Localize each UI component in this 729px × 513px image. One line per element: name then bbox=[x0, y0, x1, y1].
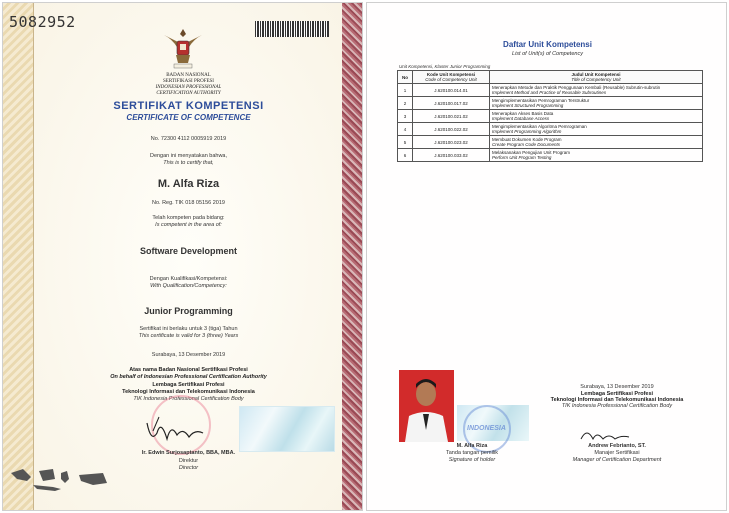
certificate-title-en: CERTIFICATE OF COMPETENCE bbox=[126, 113, 251, 122]
certify-text-en: This is to certify that, bbox=[163, 160, 214, 166]
unit-title-id: Menerapkan Akses Basis Data bbox=[492, 111, 554, 116]
unit-code: J.620100.021.02 bbox=[413, 110, 490, 123]
qualification: Junior Programming bbox=[144, 306, 233, 316]
unit-title-en: Implement Method and Practice of Reusable Subroutines bbox=[492, 90, 607, 95]
validity-text-en: This certificate is valid for 3 (three) Years bbox=[138, 333, 239, 339]
header-code-en: Code of Competency Unit bbox=[425, 77, 477, 82]
unit-title-en: Create Program Code Documents bbox=[492, 142, 561, 147]
table-row bbox=[398, 123, 703, 136]
units-title: Daftar Unit Kompetensi bbox=[503, 40, 592, 49]
unit-no: 6 bbox=[398, 149, 413, 162]
agency-name bbox=[33, 73, 344, 97]
manager-signature bbox=[577, 425, 637, 445]
agency-line-3: INDONESIAN PROFESSIONAL bbox=[155, 85, 222, 90]
holder-name: M. Alfa Riza bbox=[157, 178, 220, 190]
agency-line-2: SERTIFIKASI PROFESI bbox=[163, 79, 214, 84]
unit-no: 2 bbox=[398, 97, 413, 110]
units-lsp-line-2: Teknologi Informasi dan Telekomunikasi Indonesia bbox=[550, 397, 684, 403]
holder-sign-label: Tanda tangan pemilik bbox=[446, 450, 498, 456]
units-lsp-line-1: Lembaga Sertifikasi Profesi bbox=[580, 391, 654, 397]
lsp-line-2: Teknologi Informasi dan Telekomunikasi Indonesia bbox=[122, 389, 255, 395]
competency-area: Software Development bbox=[139, 246, 238, 256]
unit-title-id: Menerapkan Metode dan Praktik Penggunaan Kembali (Reusable) Subrutin-subrutin bbox=[492, 85, 661, 90]
header-title bbox=[490, 71, 703, 84]
unit-title bbox=[490, 149, 703, 162]
issuer-block bbox=[517, 384, 717, 410]
place-date: Surabaya, 13 Desember 2019 bbox=[151, 352, 226, 358]
guilloche-border-right bbox=[342, 3, 362, 511]
table-row bbox=[398, 149, 703, 162]
units-title-block bbox=[367, 40, 727, 57]
header-code bbox=[413, 71, 490, 84]
holder-sign-label-en: Signature of holder bbox=[448, 457, 496, 463]
director-name: Ir. Edwin Surjosaptanto, BBA, MBA. bbox=[141, 450, 236, 456]
qualification-text-en: With Qualification/Competency: bbox=[150, 283, 227, 289]
table-header-row bbox=[398, 71, 703, 84]
holder-photo bbox=[399, 370, 454, 442]
unit-title-id: Mengimplementasikan Algoritma Pemrograman bbox=[492, 124, 587, 129]
manager-role: Manajer Sertifikasi bbox=[594, 450, 640, 456]
stamp-text: INDONESIA bbox=[467, 425, 506, 432]
units-table bbox=[397, 70, 703, 162]
unit-code: J.620100.017.02 bbox=[413, 97, 490, 110]
serial-number: 5082952 bbox=[9, 13, 76, 31]
unit-title-id: Membuat Dokumen Kode Program bbox=[492, 137, 562, 142]
registration-number: No. Reg. TIK 018 05156 2019 bbox=[152, 200, 225, 206]
unit-no: 4 bbox=[398, 123, 413, 136]
lsp-line-1: Lembaga Sertifikasi Profesi bbox=[152, 382, 225, 388]
unit-code: J.620100.022.02 bbox=[413, 123, 490, 136]
table-row bbox=[398, 136, 703, 149]
unit-title bbox=[490, 84, 703, 97]
unit-title bbox=[490, 97, 703, 110]
agency-line-4: CERTIFICATION AUTHORITY bbox=[156, 91, 221, 96]
unit-title-id: Melaksanakan Pengujian Unit Program bbox=[492, 150, 571, 155]
header-title-en: Title of Competency Unit bbox=[571, 77, 621, 82]
barcode bbox=[255, 21, 329, 37]
header-no: No bbox=[398, 71, 413, 84]
units-page bbox=[366, 2, 727, 511]
unit-title bbox=[490, 123, 703, 136]
certificate-title: SERTIFIKAT KOMPETENSI bbox=[113, 100, 264, 112]
table-row bbox=[398, 97, 703, 110]
certificate-number: No. 72300 4112 0005919 2019 bbox=[150, 136, 227, 142]
unit-no: 5 bbox=[398, 136, 413, 149]
unit-title-en: Implement Database Access bbox=[492, 116, 550, 121]
unit-code: J.620100.014.01 bbox=[413, 84, 490, 97]
guilloche-border-left bbox=[3, 3, 34, 511]
hologram-seal bbox=[239, 406, 335, 452]
cluster-label: Unit Kompetensi, Klaster Junior Programming bbox=[399, 64, 491, 69]
header-code-id: Kode Unit Kompetensi bbox=[426, 72, 476, 77]
agency-line-1: BADAN NASIONAL bbox=[166, 73, 211, 78]
unit-code: J.620100.033.02 bbox=[413, 149, 490, 162]
director-role-en: Director bbox=[178, 465, 199, 471]
unit-title-en: Implement Programming Algorithm bbox=[492, 129, 562, 134]
table-row bbox=[398, 84, 703, 97]
behalf-text: Atas nama Badan Nasional Sertifikasi Profesi bbox=[129, 367, 248, 373]
certificate-page bbox=[2, 2, 363, 511]
validity-text: Sertifikat ini berlaku untuk 3 (tiga) Tahun bbox=[139, 326, 238, 332]
unit-no: 3 bbox=[398, 110, 413, 123]
competent-text-en: Is competent in the area of: bbox=[155, 222, 222, 228]
unit-title-id: Mengimplementasikan Pemrograman Terstruktur bbox=[492, 98, 590, 103]
unit-title bbox=[490, 110, 703, 123]
unit-title bbox=[490, 136, 703, 149]
person-photo-icon bbox=[399, 370, 454, 442]
certify-text: Dengan ini menyatakan bahwa, bbox=[149, 153, 228, 159]
unit-no: 1 bbox=[398, 84, 413, 97]
behalf-text-en: On behalf of Indonesian Professional Certification Authority bbox=[110, 374, 267, 380]
units-title-en: List of Unit(s) of Competency bbox=[512, 51, 583, 57]
units-holder-name: M. Alfa Riza bbox=[456, 443, 488, 449]
holder-sign-block bbox=[407, 443, 537, 464]
director-role: Direktur bbox=[178, 458, 199, 464]
unit-code: J.620100.023.02 bbox=[413, 136, 490, 149]
table-row bbox=[398, 110, 703, 123]
lsp-en: TIK Indonesia Professional Certification Body bbox=[133, 396, 244, 402]
indonesia-map-icon bbox=[9, 465, 109, 495]
header-title-id: Judul Unit Kompetensi bbox=[571, 72, 621, 77]
unit-title-en: Perform Unit Program Testing bbox=[492, 155, 552, 160]
manager-sign-block bbox=[542, 443, 692, 464]
units-place-date: Surabaya, 13 Desember 2019 bbox=[580, 384, 654, 390]
competent-text: Telah kompeten pada bidang: bbox=[152, 215, 225, 221]
director-signature bbox=[143, 413, 213, 445]
unit-title-en: Implement Structured Programming bbox=[492, 103, 564, 108]
units-lsp-en: TIK Indonesia Professional Certification Body bbox=[561, 403, 673, 409]
garuda-emblem-icon bbox=[162, 25, 204, 71]
qualification-text: Dengan Kualifikasi/Kompetensi: bbox=[149, 276, 228, 282]
manager-name: Andrew Febrianto, ST. bbox=[588, 443, 646, 449]
manager-role-en: Manager of Certification Department bbox=[572, 457, 662, 463]
